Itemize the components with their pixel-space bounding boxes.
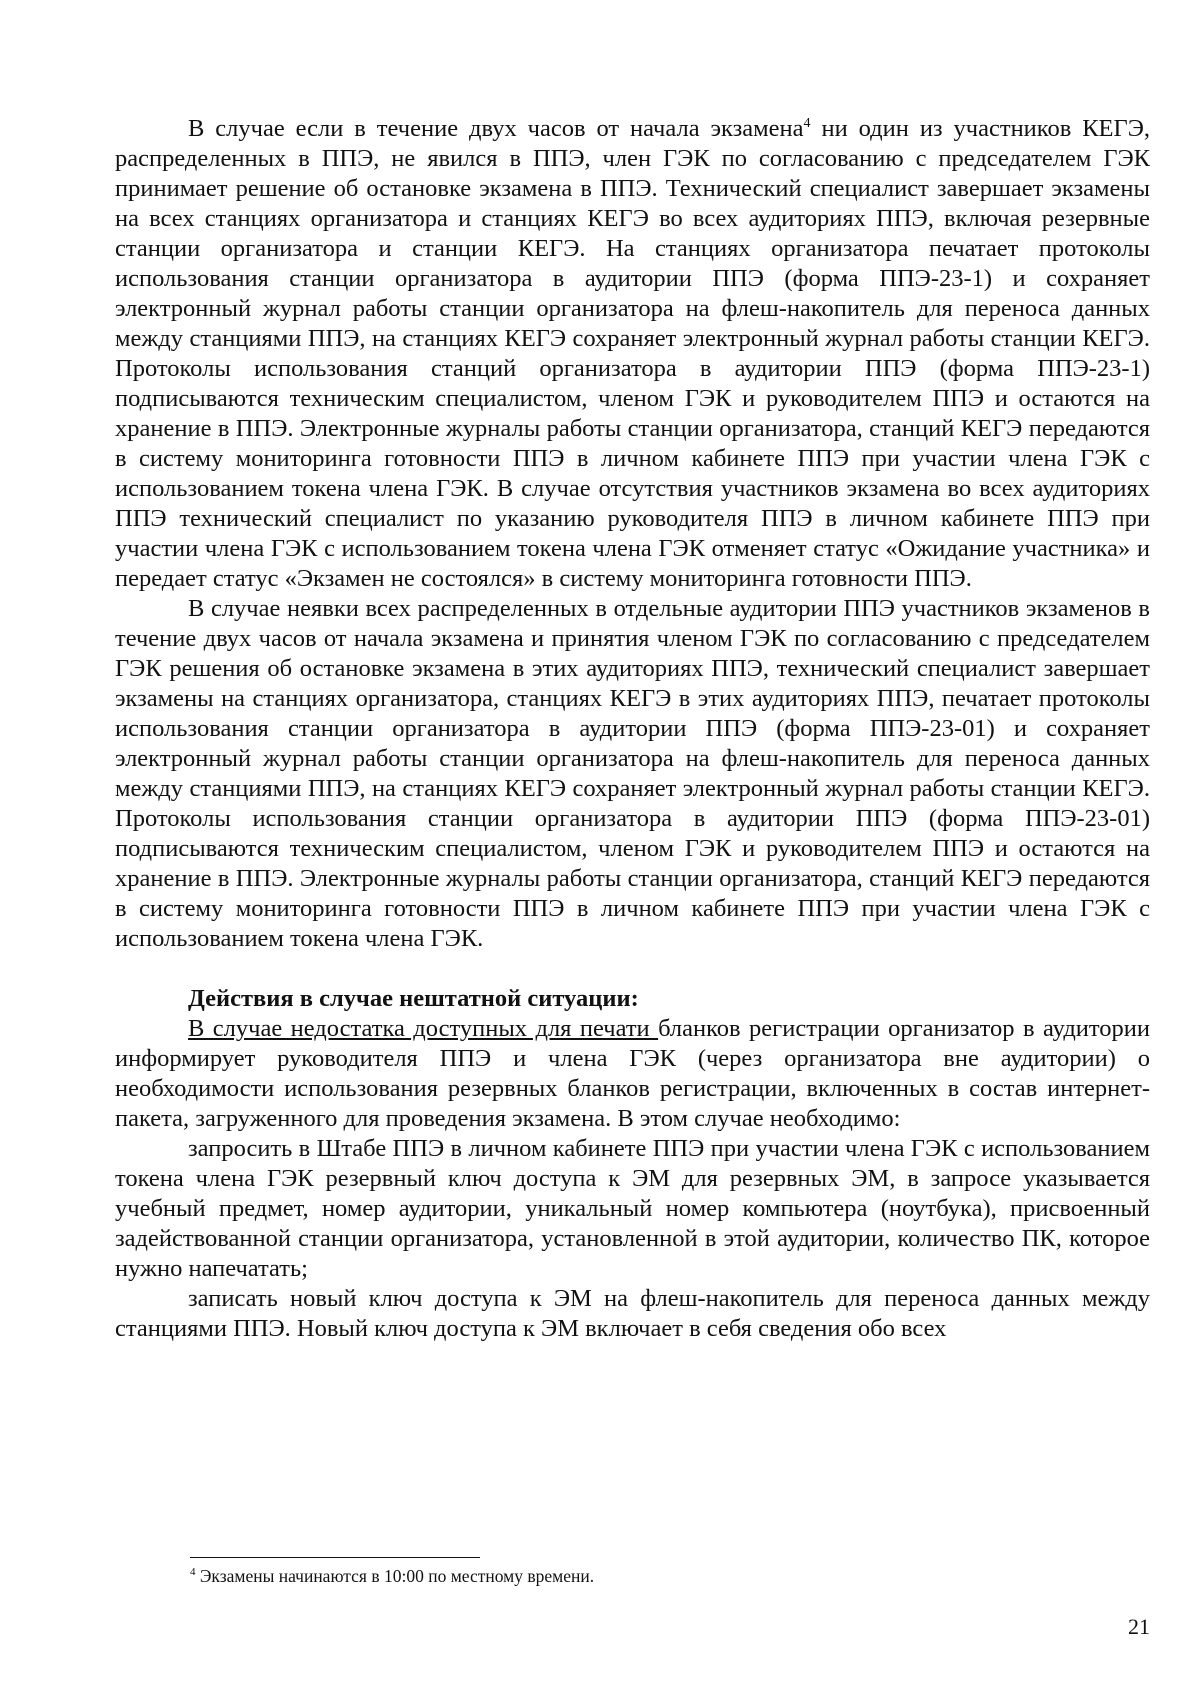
section-heading: Действия в случае нештатной ситуации: <box>188 985 639 1012</box>
paragraph-1-lead: В случае если в течение двух часов от начала экзамена <box>188 115 804 142</box>
step-item-2: записать новый ключ доступа к ЭМ на флеш-накопитель для переноса данных между станциями ППЭ. Новый ключ доступа к ЭМ включает в себя сведения обо всех <box>115 1285 1150 1342</box>
paragraph-spacer <box>115 954 1150 984</box>
document-body <box>115 114 1150 1344</box>
paragraph-2: В случае неявки всех распределенных в отдельные аудитории ППЭ участников экзаменов в течение двух часов от начала экзамена и принятия членом ГЭК по согласованию с председателем ГЭК решения об остановке экзамена в этих аудиториях ППЭ, технический специалист завершает экзамены на станциях организатора, станциях КЕГЭ в этих аудиториях ППЭ, печатает протоколы использования станции организатора в аудитории ППЭ (форма ППЭ-23-01) и сохраняет электронный журнал работы станции организатора на флеш-накопитель для переноса данных между станциями ППЭ, на станциях КЕГЭ сохраняет электронный журнал работы станции КЕГЭ. Протоколы использования станции организатора в аудитории ППЭ (форма ППЭ-23-01) подписываются техническим специалистом, членом ГЭК и руководителем ППЭ и остаются на хранение в ППЭ. Электронные журналы работы станции организатора, станций КЕГЭ передаются в систему мониторинга готовности ППЭ в личном кабинете ППЭ при участии члена ГЭК с использованием токена члена ГЭК. <box>115 595 1150 952</box>
footnote <box>190 1565 594 1587</box>
footnote-divider <box>190 1557 480 1558</box>
footnote-mark: 4 <box>190 1566 196 1579</box>
page-number: 21 <box>1128 1614 1150 1639</box>
step-item-1: запросить в Штабе ППЭ в личном кабинете ППЭ при участии члена ГЭК с использованием токена члена ГЭК резервный ключ доступа к ЭМ для резервных ЭМ, в запросе указывается учебный предмет, номер аудитории, уникальный номер компьютера (ноутбука), присвоенный задействованной станции организатора, установленной в этой аудитории, количество ПК, которое нужно напечатать; <box>115 1135 1150 1282</box>
paragraph-3 <box>115 1014 1150 1134</box>
paragraph-3-underlined: В случае недостатка доступных для печати <box>188 1015 659 1042</box>
paragraph-1-rest: ни один из участников КЕГЭ, распределенных в ППЭ, не явился в ППЭ, член ГЭК по согласованию с председателем ГЭК принимает решение об остановке экзамена в ППЭ. Технический специалист завершает экзамены на всех станциях организатора и станциях КЕГЭ во всех аудиториях ППЭ, включая резервные станции организатора и станции КЕГЭ. На станциях организатора печатает протоколы использования станции организатора в аудитории ППЭ (форма ППЭ-23-1) и сохраняет электронный журнал работы станции организатора на флеш-накопитель для переноса данных между станциями ППЭ, на станциях КЕГЭ сохраняет электронный журнал работы станции КЕГЭ. Протоколы использования станций организатора в аудитории ППЭ (форма ППЭ-23-1) подписываются техническим специалистом, членом ГЭК и руководителем ППЭ и остаются на хранение в ППЭ. Электронные журналы работы станции организатора, станций КЕГЭ передаются в систему мониторинга готовности ППЭ в личном кабинете ППЭ при участии члена ГЭК с использованием токена члена ГЭК. В случае отсутствия участников экзамена во всех аудиториях ППЭ технический специалист по указанию руководителя ППЭ в личном кабинете ППЭ при участии члена ГЭК с использованием токена члена ГЭК отменяет статус «Ожидание участника» и передает статус «Экзамен не состоялся» в систему мониторинга готовности ППЭ. <box>115 115 1150 592</box>
footnote-text: Экзамены начинаются в 10:00 по местному времени. <box>195 1566 595 1586</box>
paragraph-3-rest: бланков регистрации организатор в аудитории информирует руководителя ППЭ и члена ГЭК (через организатора вне аудитории) о необходимости использования резервных бланков регистрации, включенных в состав интернет-пакета, загруженного для проведения экзамена. В этом случае необходимо: <box>115 1015 1151 1132</box>
paragraph-1 <box>115 114 1150 594</box>
footnote-reference: 4 <box>803 115 811 131</box>
